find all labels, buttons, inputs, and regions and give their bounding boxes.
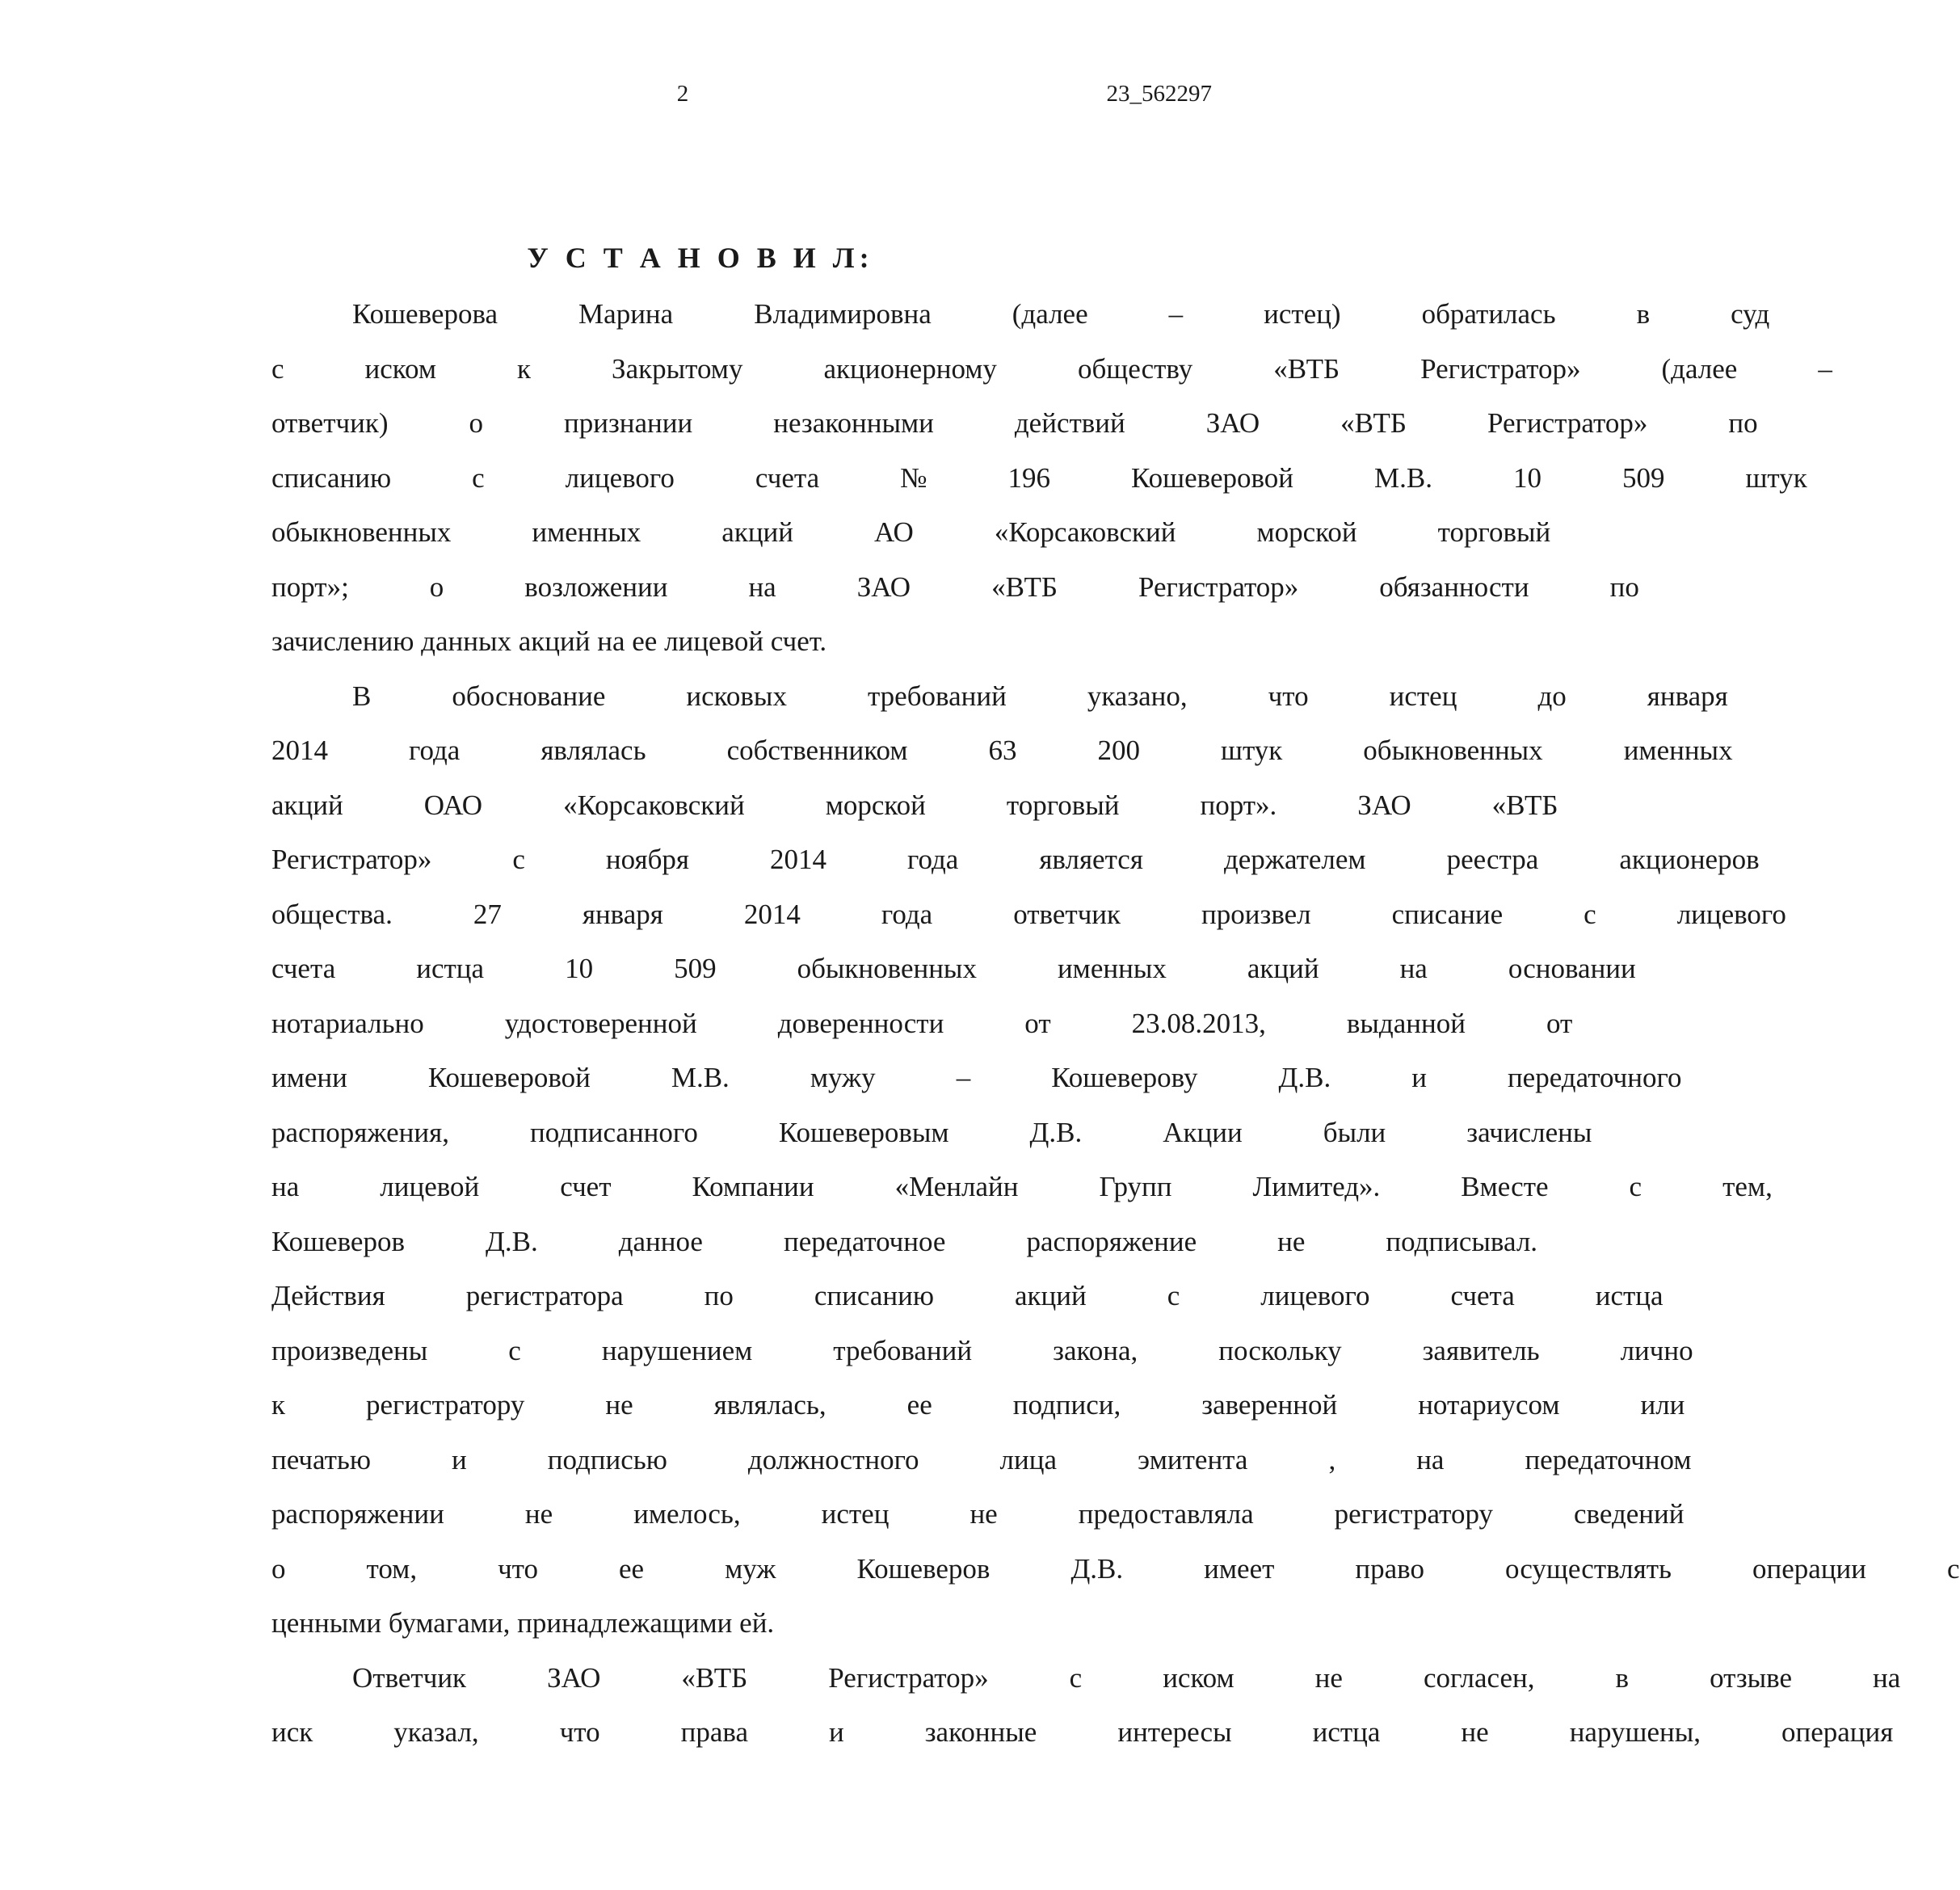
text-line: с иском к Закрытому акционерному обществу «ВТБ Регистратор» (далее – — [271, 352, 1832, 385]
text-line: Регистратор» с ноября 2014 года является держателем реестра акционеров — [271, 844, 1760, 875]
text-line: иск указал, что права и законные интересы истца не нарушены, операция — [271, 1716, 1894, 1748]
text-line: 2014 года являлась собственником 63 200 штук обыкновенных именных — [271, 735, 1733, 766]
text-line: Действия регистратора по списанию акций с лицевого счета истца — [271, 1280, 1663, 1311]
text-line: В обоснование исковых требований указано, что истец до января — [352, 680, 1728, 712]
text-line: ответчик) о признании незаконными действий ЗАО «ВТБ Регистратор» по — [271, 407, 1758, 439]
text-line: произведены с нарушением требований закона, поскольку заявитель лично — [271, 1334, 1693, 1366]
text-line: порт»; о возложении на ЗАО «ВТБ Регистратор» обязанности по — [271, 570, 1639, 603]
paragraph-3 — [191, 1651, 1901, 1760]
text-line: списанию с лицевого счета № 196 Кошеверовой М.В. 10 509 штук — [271, 461, 1807, 494]
text-line: на лицевой счет Компании «Менлайн Групп Лимитед». Вместе с тем, — [271, 1171, 1773, 1202]
paragraph-1 — [191, 287, 1832, 669]
document-code: 23_562297 — [1106, 81, 1212, 107]
text-line: Ответчик ЗАО «ВТБ Регистратор» с иском не согласен, в отзыве на — [352, 1661, 1901, 1694]
text-line: распоряжении не имелось, истец не предоставляла регистратору сведений — [271, 1498, 1685, 1530]
text-line: счета истца 10 509 обыкновенных именных акций на основании — [271, 953, 1636, 984]
text-line: имени Кошеверовой М.В. мужу – Кошеверову Д.В. и передаточного — [271, 1062, 1682, 1093]
text-line: акций ОАО «Корсаковский морской торговый порт». ЗАО «ВТБ — [271, 789, 1558, 821]
text-line: общества. 27 января 2014 года ответчик произвел списание с лицевого — [271, 898, 1786, 930]
text-line: обыкновенных именных акций АО «Корсаковский морской торговый — [271, 516, 1551, 548]
section-heading: У С Т А Н О В И Л: — [527, 242, 874, 274]
text-line: печатью и подписью должностного лица эмитента , на передаточном — [271, 1443, 1692, 1475]
text-line: зачислению данных акций на ее лицевой счет. — [271, 625, 827, 657]
paragraph-2 — [191, 669, 1960, 1651]
text-line: нотариально удостоверенной доверенности от 23.08.2013, выданной от — [271, 1007, 1573, 1039]
text-line: о том, что ее муж Кошеверов Д.В. имеет право осуществлять операции с — [271, 1552, 1960, 1585]
text-line: к регистратору не являлась, ее подписи, заверенной нотариусом или — [271, 1389, 1685, 1421]
text-line: Кошеверова Марина Владимировна (далее – истец) обратилась в суд — [352, 298, 1770, 330]
page-number: 2 — [676, 81, 689, 107]
text-line: ценными бумагами, принадлежащими ей. — [271, 1607, 775, 1639]
text-line: Кошеверов Д.В. данное передаточное распоряжение не подписывал. — [271, 1225, 1538, 1257]
text-line: распоряжения, подписанного Кошеверовым Д.В. Акции были зачислены — [271, 1116, 1592, 1148]
document-body — [191, 287, 1960, 1760]
